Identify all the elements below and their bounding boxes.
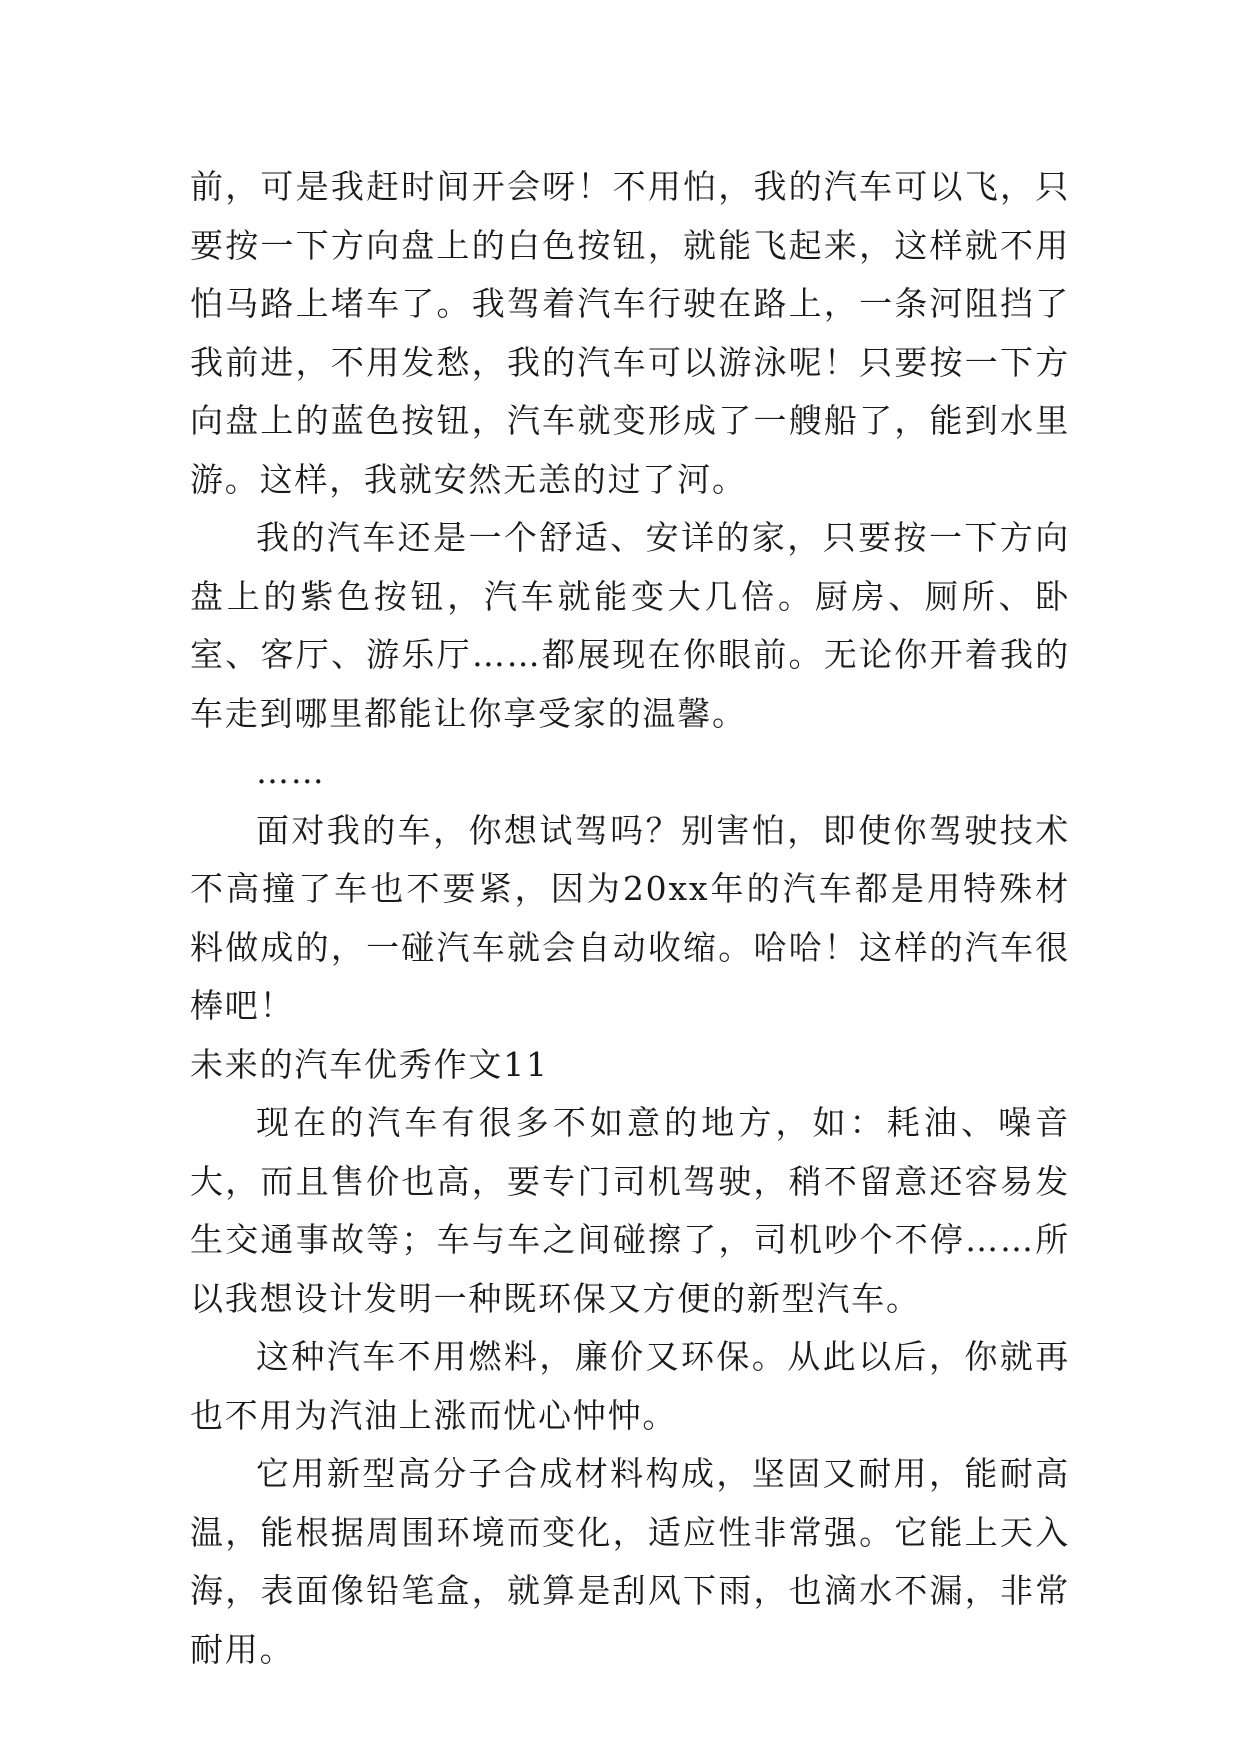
essay-body [190,158,1070,1679]
paragraph-material: 它用新型高分子合成材料构成，坚固又耐用，能耐高温，能根据周围环境而变化，适应性非常强。它能上天入海，表面像铅笔盒，就算是刮风下雨，也滴水不漏，非常耐用。 [190,1454,1070,1669]
paragraph-ellipsis: …… [256,752,326,791]
paragraph-current-cars: 现在的汽车有很多不如意的地方，如：耗油、噪音大，而且售价也高，要专门司机驾驶，稍不留意还容易发生交通事故等；车与车之间碰擦了，司机吵个不停……所以我想设计发明一种既环保又方便的新型汽车。 [190,1103,1070,1318]
paragraph-flying-car: 前，可是我赶时间开会呀！不用怕，我的汽车可以飞，只要按一下方向盘上的白色按钮，就能飞起来，这样就不用怕马路上堵车了。我驾着汽车行驶在路上，一条河阻挡了我前进，不用发愁，我的汽车可以游泳呢！只要按一下方向盘上的蓝色按钮，汽车就变形成了一艘船了，能到水里游。这样，我就安然无恙的过了河。 [190,167,1070,499]
paragraph-test-drive: 面对我的车，你想试驾吗？别害怕，即使你驾驶技术不高撞了车也不要紧，因为20xx年的汽车都是用特殊材料做成的，一碰汽车就会自动收缩。哈哈！这样的汽车很棒吧！ [190,810,1070,1025]
paragraph-no-fuel: 这种汽车不用燃料，廉价又环保。从此以后，你就再也不用为汽油上涨而忧心忡忡。 [190,1337,1070,1435]
section-title: 未来的汽车优秀作文11 [190,1044,549,1084]
paragraph-car-home: 我的汽车还是一个舒适、安详的家，只要按一下方向盘上的紫色按钮，汽车就能变大几倍。厨房、厕所、卧室、客厅、游乐厅……都展现在你眼前。无论你开着我的车走到哪里都能让你享受家的温馨。 [190,518,1070,733]
